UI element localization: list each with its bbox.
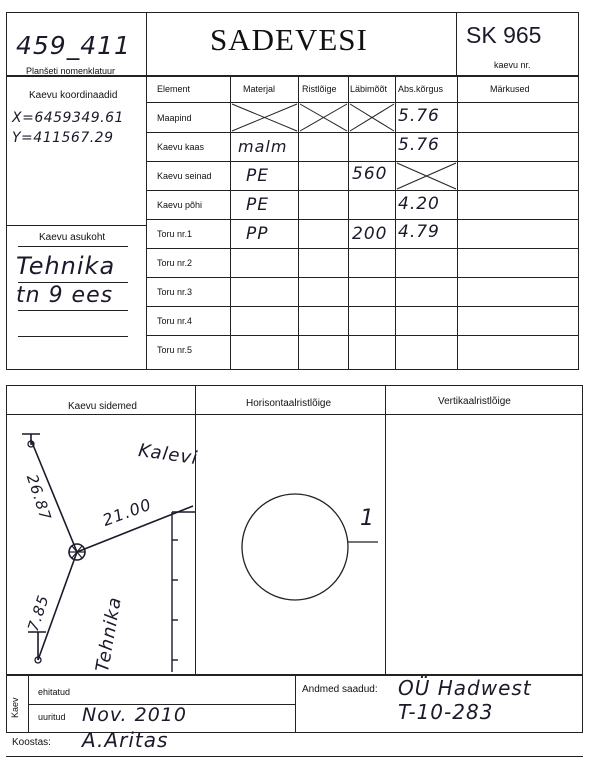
data-source-line-1: OÜ Hadwest — [398, 676, 532, 700]
coordinate-y: Y=411567.29 — [12, 130, 114, 146]
vertical-section-label: Vertikaalristlõige — [438, 396, 511, 407]
row-label-pipe-5: Toru nr.5 — [157, 345, 193, 355]
cell-walls-diameter: 560 — [352, 164, 388, 184]
well-symbol-icon — [69, 544, 85, 560]
col-header-material: Materjal — [243, 84, 276, 94]
row-label-pipe-1: Toru nr.1 — [157, 229, 193, 239]
sheet-nomenclature-label: Planšeti nomenklatuur — [26, 66, 116, 76]
compiled-label: Koostas: — [12, 737, 51, 748]
data-source-label: Andmed saadud: — [302, 684, 378, 695]
cell-pipe1-elevation: 4.79 — [398, 222, 440, 242]
sheet-nomenclature-value: 459_411 — [16, 31, 131, 60]
distance-label-3: 7.85 — [24, 592, 53, 634]
cell-ground-elevation: 5.76 — [398, 106, 440, 126]
compiled-line — [6, 756, 583, 757]
built-label: ehitatud — [38, 687, 71, 697]
well-plan-circle — [242, 494, 348, 600]
surveyed-label: uuritud — [38, 712, 66, 722]
col-header-notes: Märkused — [490, 84, 530, 94]
crossed-cells — [232, 104, 456, 189]
location-line-1: Tehnika — [16, 252, 116, 280]
col-header-diameter: Läbimõõt — [350, 84, 388, 94]
cell-walls-material: PE — [246, 166, 269, 186]
well-number-value: SK 965 — [466, 22, 542, 48]
row-label-pipe-3: Toru nr.3 — [157, 287, 193, 297]
distance-label-1: 26.87 — [22, 472, 55, 524]
footer-mid-divider — [295, 675, 296, 733]
row-label-pipe-4: Toru nr.4 — [157, 316, 193, 326]
pipe-number-marker: 1 — [360, 506, 375, 531]
building-outline — [172, 512, 195, 672]
location-line-2: tn 9 ees — [16, 283, 114, 308]
row-label-bottom: Kaevu põhi — [157, 200, 203, 210]
street-label-kalevi: Kalevi — [137, 440, 200, 470]
col-header-elevation: Abs.kõrgus — [398, 84, 444, 94]
coordinates-label: Kaevu koordinaadid — [29, 90, 118, 101]
connections-label: Kaevu sidemed — [68, 401, 137, 412]
location-label: Kaevu asukoht — [39, 232, 106, 243]
compiled-value: A.Aritas — [82, 728, 169, 752]
well-number-label: kaevu nr. — [494, 60, 531, 70]
surveyed-value: Nov. 2010 — [82, 704, 187, 726]
col-header-element: Element — [157, 84, 191, 94]
cell-pipe1-material: PP — [246, 224, 269, 244]
cell-bottom-elevation: 4.20 — [398, 194, 440, 214]
row-label-walls: Kaevu seinad — [157, 171, 212, 181]
cell-cover-material: malm — [238, 137, 288, 156]
row-label-pipe-2: Toru nr.2 — [157, 258, 193, 268]
row-label-ground: Maapind — [157, 113, 192, 123]
col-header-cross-section: Ristlõige — [302, 84, 337, 94]
cell-cover-elevation: 5.76 — [398, 135, 440, 155]
cell-pipe1-diameter: 200 — [352, 224, 388, 244]
horizontal-section-label: Horisontaalristlõige — [246, 398, 332, 409]
data-source-line-2: T-10-283 — [398, 700, 494, 724]
distance-label-2: 21.00 — [100, 494, 155, 530]
well-side-label: Kaev — [10, 697, 20, 718]
street-label-tehnika: Tehnika — [92, 595, 126, 674]
row-label-cover: Kaevu kaas — [157, 142, 205, 152]
coordinate-x: X=6459349.61 — [12, 110, 124, 126]
cell-bottom-material: PE — [246, 195, 269, 215]
page-title: SADEVESI — [210, 22, 368, 57]
